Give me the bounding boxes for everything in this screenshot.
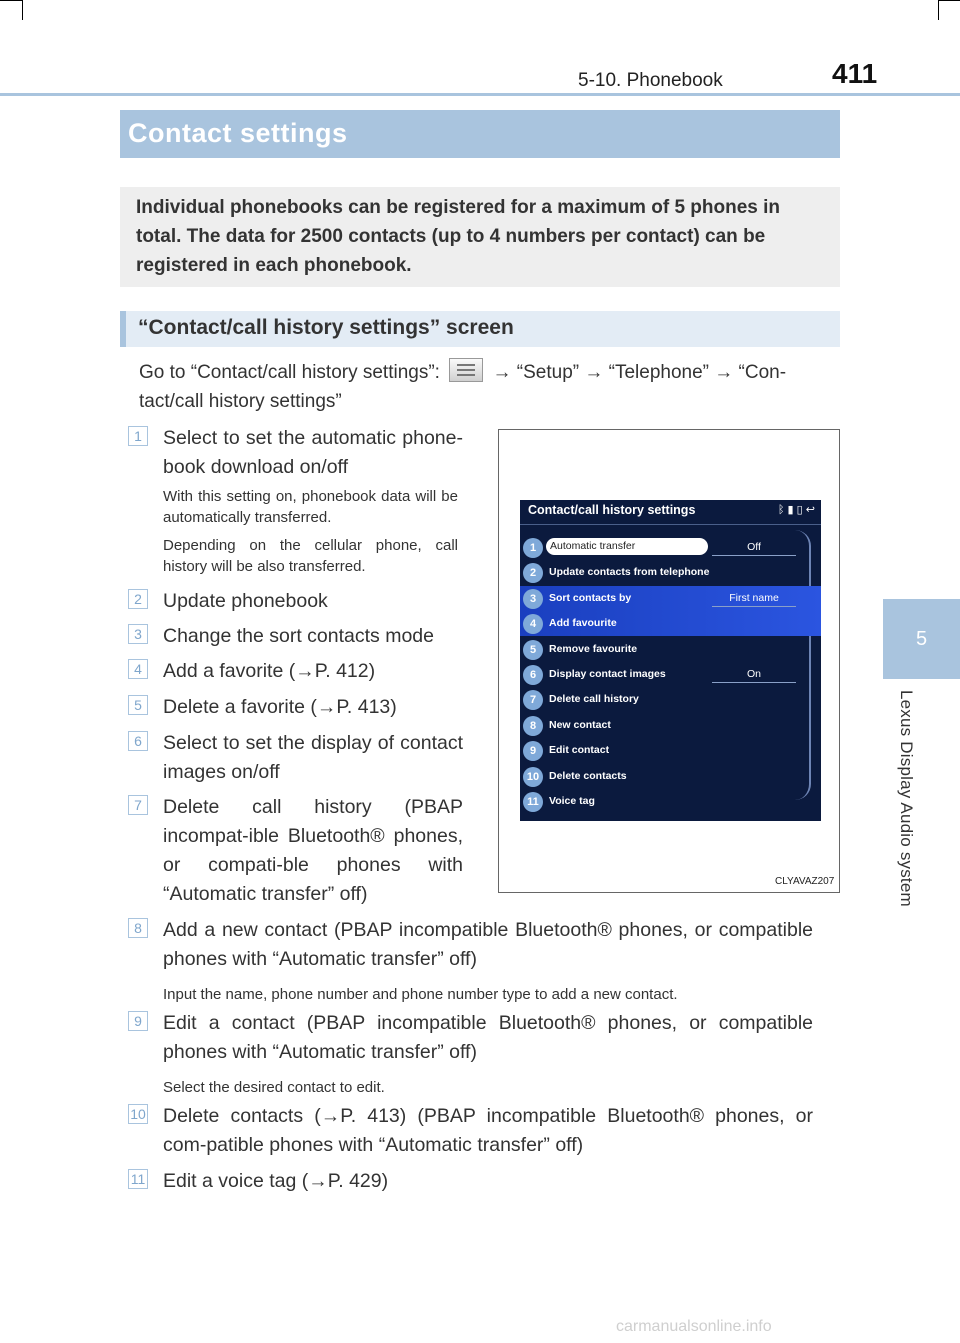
screen-menu-row[interactable] bbox=[520, 738, 821, 763]
item-note: Depending on the cellular phone, call history will be also transferred. bbox=[163, 537, 458, 575]
screen-menu-row[interactable] bbox=[520, 560, 821, 585]
row-number-badge: 8 bbox=[523, 716, 543, 736]
row-label: Edit contact bbox=[549, 744, 610, 756]
row-label: New contact bbox=[549, 719, 611, 731]
screen-menu-row[interactable] bbox=[520, 789, 821, 814]
row-value: Off bbox=[712, 539, 796, 556]
row-number-badge: 6 bbox=[523, 665, 543, 685]
battery-icon: ▯ bbox=[796, 504, 803, 516]
selected-row-cursor bbox=[546, 538, 708, 555]
item-number: 3 bbox=[128, 624, 148, 644]
crop-mark bbox=[0, 0, 22, 1]
item-text: Change the sort contacts mode bbox=[163, 625, 434, 647]
item-text: Edit a voice tag (→P. 429) bbox=[163, 1170, 389, 1192]
item-text: Delete call history (PBAP incompat-ible Bluetooth® phones, or compati-ble phones with “Automatic transfer” off) bbox=[163, 796, 463, 905]
screen-menu-row[interactable] bbox=[520, 713, 821, 738]
intro-box: Individual phonebooks can be registered for a maximum of 5 phones in total. The data for 2500 contacts (up to 4 numbers per contact) can be registered in each phonebook. bbox=[120, 187, 840, 287]
crop-mark bbox=[938, 0, 960, 1]
row-label: Voice tag bbox=[549, 795, 595, 807]
page-number: 411 bbox=[832, 58, 878, 89]
row-number-badge: 2 bbox=[523, 563, 543, 583]
row-label: Sort contacts by bbox=[549, 592, 632, 604]
row-label: Remove favourite bbox=[549, 643, 638, 655]
row-label: Delete call history bbox=[549, 693, 639, 705]
item-number: 5 bbox=[128, 695, 148, 715]
item-number: 4 bbox=[128, 659, 148, 679]
item-text: Select to set the display of contact images on/off bbox=[163, 732, 463, 783]
row-label: Update contacts from telephone bbox=[549, 566, 710, 578]
screen-menu-row[interactable] bbox=[520, 662, 821, 687]
screen-title-rule bbox=[520, 524, 821, 525]
row-number-badge: 7 bbox=[523, 690, 543, 710]
row-value: On bbox=[712, 666, 796, 683]
item-text: Select to set the automatic phone-book download on/off bbox=[163, 427, 463, 478]
row-number-badge: 9 bbox=[523, 741, 543, 761]
item-note: Input the name, phone number and phone number type to add a new contact. bbox=[163, 986, 678, 1003]
signal-icon: ▮ bbox=[787, 504, 794, 516]
row-number-badge: 4 bbox=[523, 614, 543, 634]
item-number: 2 bbox=[128, 589, 148, 609]
item-text: Edit a contact (PBAP incompatible Bluetooth® phones, or compatible phones with “Automatic transfer” off) bbox=[163, 1012, 813, 1063]
item-number: 10 bbox=[128, 1104, 148, 1124]
item-number: 11 bbox=[128, 1169, 148, 1189]
row-label: Automatic transfer bbox=[550, 540, 636, 552]
item-number: 7 bbox=[128, 795, 148, 815]
screen-title: Contact/call history settings bbox=[528, 503, 696, 517]
goto-after: → “Setup” → “Telephone” → “Con-tact/call history settings” bbox=[139, 362, 787, 412]
row-value: First name bbox=[712, 590, 796, 607]
screen-menu-row[interactable] bbox=[520, 637, 821, 662]
goto-before: Go to “Contact/call history settings”: bbox=[139, 362, 440, 383]
item-number: 6 bbox=[128, 731, 148, 751]
row-number-badge: 3 bbox=[523, 589, 543, 609]
back-icon: ↩ bbox=[805, 504, 815, 516]
screen-menu-row[interactable] bbox=[520, 687, 821, 712]
chapter-title: Lexus Display Audio system bbox=[897, 690, 916, 907]
status-icons bbox=[778, 503, 815, 516]
row-label: Delete contacts bbox=[549, 770, 627, 782]
screen-menu-row[interactable] bbox=[520, 586, 821, 611]
header-rule bbox=[0, 93, 960, 96]
item-text: Add a favorite (→P. 412) bbox=[163, 660, 376, 682]
item-text: Delete contacts (→P. 413) (PBAP incompatible Bluetooth® phones, or com-patible phones with “Automatic transfer” off) bbox=[163, 1105, 813, 1156]
screen-menu-row[interactable] bbox=[520, 535, 821, 560]
row-number-badge: 5 bbox=[523, 640, 543, 660]
page-title: Contact settings bbox=[120, 110, 840, 158]
image-code: CLYAVAZ207 bbox=[775, 876, 835, 887]
chapter-number: 5 bbox=[915, 628, 928, 650]
row-label: Display contact images bbox=[549, 668, 666, 680]
item-number: 1 bbox=[128, 426, 148, 446]
row-label: Add favourite bbox=[549, 617, 617, 629]
watermark: carmanualsonline.info bbox=[616, 1318, 772, 1335]
item-text: Update phonebook bbox=[163, 590, 328, 612]
screen-display bbox=[520, 500, 821, 821]
item-text: Add a new contact (PBAP incompatible Bluetooth® phones, or compatible phones with “Automatic transfer” off) bbox=[163, 919, 813, 970]
bluetooth-icon: ᛒ bbox=[777, 504, 785, 516]
menu-button-icon bbox=[449, 358, 483, 382]
item-number: 8 bbox=[128, 918, 148, 938]
screen-menu-row[interactable] bbox=[520, 611, 821, 636]
crop-mark bbox=[22, 0, 23, 20]
item-text: Delete a favorite (→P. 413) bbox=[163, 696, 397, 718]
section-title: 5-10. Phonebook bbox=[578, 70, 723, 91]
row-number-badge: 11 bbox=[523, 792, 543, 812]
crop-mark bbox=[938, 0, 939, 20]
item-note: Select the desired contact to edit. bbox=[163, 1079, 385, 1096]
item-number: 9 bbox=[128, 1011, 148, 1031]
chapter-tab bbox=[883, 599, 960, 679]
screen-menu-row[interactable] bbox=[520, 764, 821, 789]
item-note: With this setting on, phonebook data will be automatically transferred. bbox=[163, 488, 458, 526]
row-number-badge: 1 bbox=[523, 538, 543, 558]
row-number-badge: 10 bbox=[523, 767, 543, 787]
subheading: “Contact/call history settings” screen bbox=[120, 311, 840, 347]
goto-instruction bbox=[139, 358, 839, 416]
